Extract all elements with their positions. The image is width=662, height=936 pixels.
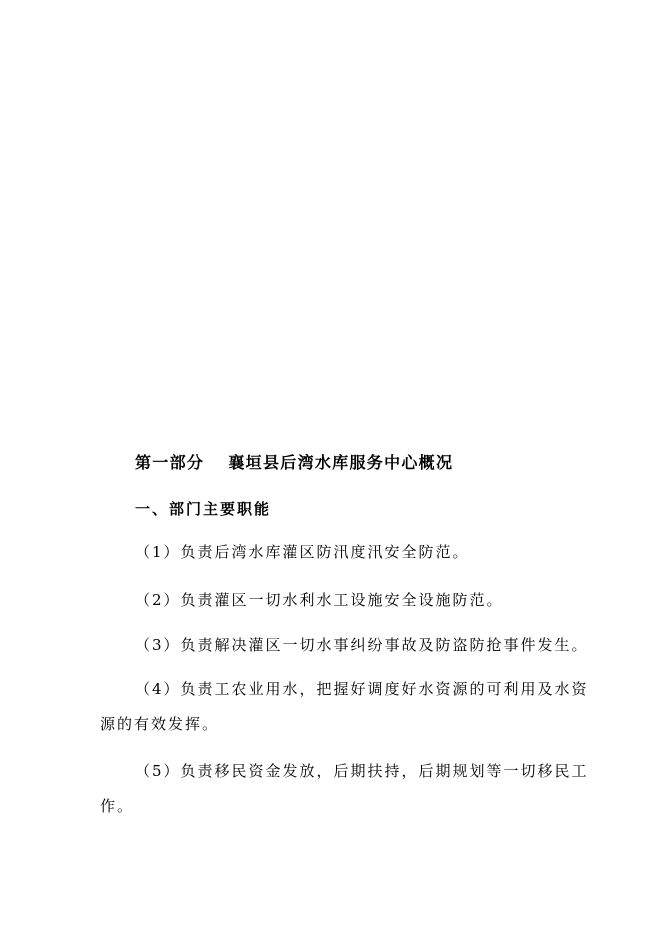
duty-paragraph-3: （3）负责解决灌区一切水事纠纷事故及防盗防抢事件发生。 — [135, 636, 589, 654]
duty-paragraph-5-line-1: （5）负责移民资金发放，后期扶持，后期规划等一切移民工 — [135, 762, 589, 780]
section-heading: 一、部门主要职能 — [135, 500, 272, 518]
duty-paragraph-5-line-2: 作。 — [100, 797, 135, 815]
duty-paragraph-2: （2）负责灌区一切水利水工设施安全设施防范。 — [135, 591, 504, 609]
duty-paragraph-4-line-2: 源的有效发挥。 — [100, 715, 220, 733]
duty-paragraph-1: （1）负责后湾水库灌区防汛度汛安全防范。 — [135, 543, 470, 561]
page-title: 第一部分 襄垣县后湾水库服务中心概况 — [135, 453, 454, 472]
duty-paragraph-4-line-1: （4）负责工农业用水，把握好调度好水资源的可利用及水资 — [135, 680, 589, 698]
